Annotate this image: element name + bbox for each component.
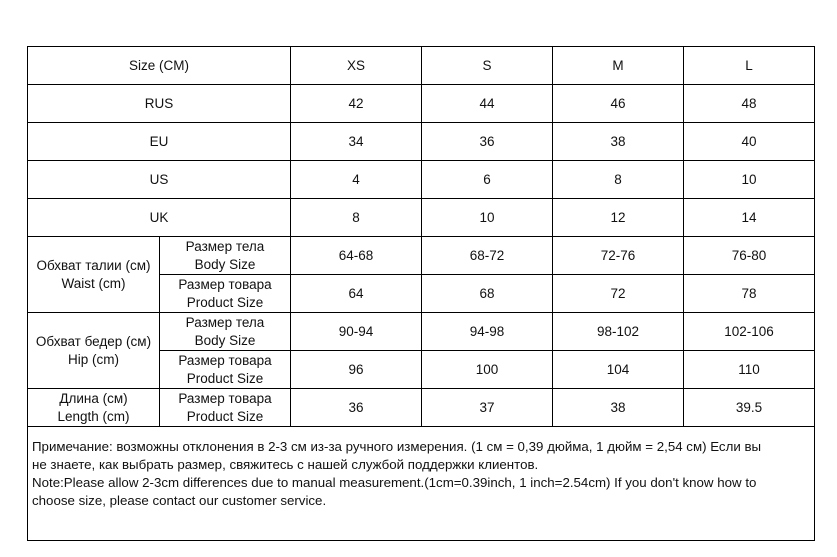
size-header-label: Size (CM) (28, 47, 291, 85)
waist-label-en: Waist (cm) (61, 275, 126, 291)
table-cell: 104 (553, 351, 684, 389)
note-ru-line-2: не знаете, как выбрать размер, свяжитесь с нашей службой поддержки клиентов. (32, 457, 539, 472)
table-cell: 76-80 (684, 237, 815, 275)
header-row (28, 47, 815, 85)
product-size-label-ru: Размер товара (178, 352, 272, 368)
length-label-en: Length (cm) (57, 408, 130, 424)
table-cell: 6 (422, 161, 553, 199)
hip-body-size-label (160, 313, 291, 351)
table-cell: 90-94 (291, 313, 422, 351)
note-en-line-2: choose size, please contact our customer service. (32, 493, 327, 508)
table-cell: 68 (422, 275, 553, 313)
table-cell: 72 (553, 275, 684, 313)
product-size-label-ru: Размер товара (178, 390, 272, 406)
table-cell: 10 (422, 199, 553, 237)
note-ru-line-1: Примечание: возможны отклонения в 2-3 см из-за ручного измерения. (1 см = 0,39 дюйма, 1 дюйм = 2,54 см) Если вы (32, 439, 762, 454)
table-cell: 42 (291, 85, 422, 123)
table-cell: 4 (291, 161, 422, 199)
hip-label (28, 313, 160, 389)
hip-label-en: Hip (cm) (68, 351, 119, 367)
note-text (28, 427, 815, 541)
note-row (28, 427, 815, 541)
size-header-s: S (422, 47, 553, 85)
length-product-size-label (160, 389, 291, 427)
waist-label (28, 237, 160, 313)
waist-product-size-label (160, 275, 291, 313)
table-row (28, 389, 815, 427)
table-row (28, 123, 815, 161)
table-cell: 10 (684, 161, 815, 199)
table-cell: 12 (553, 199, 684, 237)
row-label-us: US (28, 161, 291, 199)
table-cell: 34 (291, 123, 422, 161)
table-cell: 48 (684, 85, 815, 123)
table-cell: 8 (291, 199, 422, 237)
note-en-line-1: Note:Please allow 2-3cm differences due to manual measurement.(1cm=0.39inch, 1 inch=2.54cm) If you don't know how to (32, 475, 757, 490)
table-cell: 98-102 (553, 313, 684, 351)
table-cell: 94-98 (422, 313, 553, 351)
table-cell: 46 (553, 85, 684, 123)
table-cell: 8 (553, 161, 684, 199)
body-size-label-ru: Размер тела (185, 314, 265, 330)
table-cell: 102-106 (684, 313, 815, 351)
row-label-rus: RUS (28, 85, 291, 123)
size-header-m: M (553, 47, 684, 85)
body-size-label-en: Body Size (194, 256, 256, 272)
row-label-uk: UK (28, 199, 291, 237)
table-cell: 37 (422, 389, 553, 427)
table-row (28, 199, 815, 237)
size-header-xs: XS (291, 47, 422, 85)
hip-label-ru: Обхват бедер (см) (35, 333, 152, 349)
table-cell: 72-76 (553, 237, 684, 275)
table-cell: 40 (684, 123, 815, 161)
table-row (28, 85, 815, 123)
product-size-label-en: Product Size (186, 408, 264, 424)
size-header-l: L (684, 47, 815, 85)
body-size-label-ru: Размер тела (185, 238, 265, 254)
waist-label-ru: Обхват талии (см) (36, 257, 151, 273)
length-label (28, 389, 160, 427)
size-chart (27, 46, 814, 541)
table-cell: 96 (291, 351, 422, 389)
table-row (28, 237, 815, 275)
table-row (28, 313, 815, 351)
table-cell: 64 (291, 275, 422, 313)
body-size-label-en: Body Size (194, 332, 256, 348)
row-label-eu: EU (28, 123, 291, 161)
table-cell: 36 (291, 389, 422, 427)
product-size-label-en: Product Size (186, 294, 264, 310)
table-row (28, 161, 815, 199)
table-cell: 64-68 (291, 237, 422, 275)
waist-body-size-label (160, 237, 291, 275)
product-size-label-en: Product Size (186, 370, 264, 386)
table-cell: 36 (422, 123, 553, 161)
table-cell: 68-72 (422, 237, 553, 275)
table-cell: 100 (422, 351, 553, 389)
table-cell: 110 (684, 351, 815, 389)
table-cell: 14 (684, 199, 815, 237)
table-cell: 38 (553, 389, 684, 427)
table-cell: 39.5 (684, 389, 815, 427)
size-chart-table (27, 46, 815, 541)
product-size-label-ru: Размер товара (178, 276, 272, 292)
length-label-ru: Длина (см) (59, 390, 128, 406)
table-cell: 44 (422, 85, 553, 123)
hip-product-size-label (160, 351, 291, 389)
table-cell: 38 (553, 123, 684, 161)
table-cell: 78 (684, 275, 815, 313)
